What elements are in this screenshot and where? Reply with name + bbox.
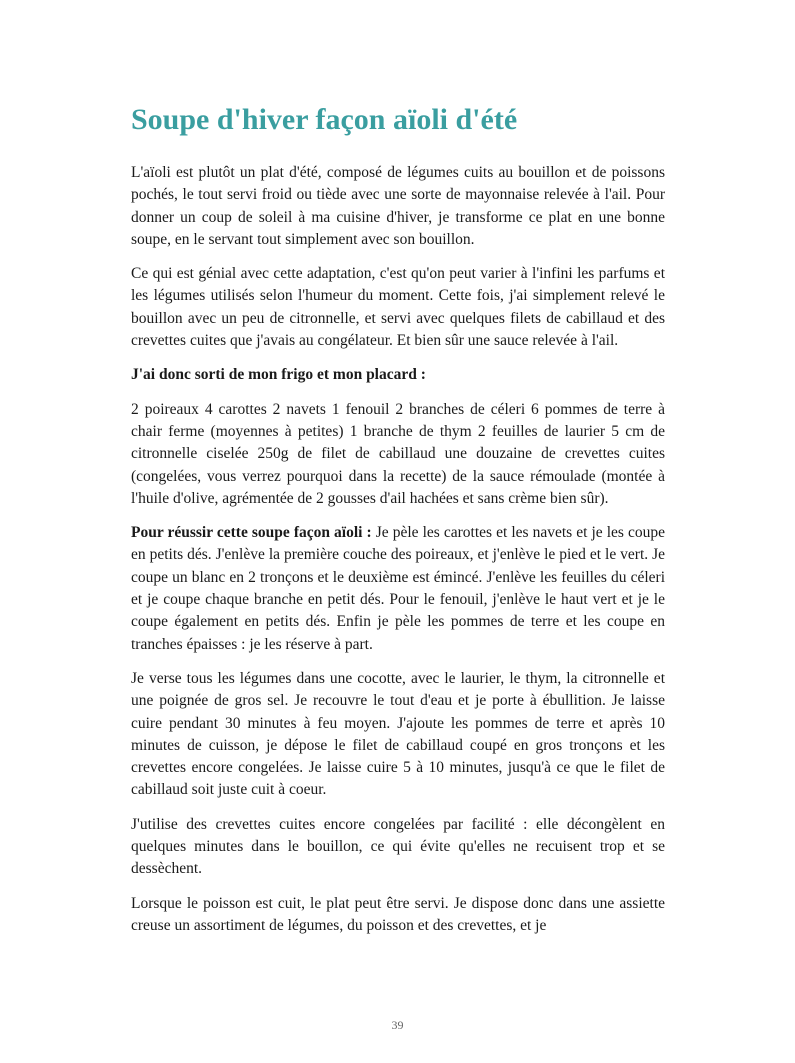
intro-paragraph: L'aïoli est plutôt un plat d'été, composé de légumes cuits au bouillon et de poissons pochés, le tout servi froid ou tiède avec une sorte de mayonnaise relevée à l'ail. Pour donner un coup de soleil à ma cuisine d'hiver, je transforme ce plat en une bonne soupe, en le servant tout simplement avec son bouillon. (131, 164, 665, 248)
shrimp-tip-paragraph: J'utilise des crevettes cuites encore congelées par facilité : elle décongèlent en quelques minutes dans le bouillon, ce qui évite qu'elles ne recuisent trop et se dessèchent. (131, 815, 665, 878)
adaptation-paragraph: Ce qui est génial avec cette adaptation, c'est qu'on peut varier à l'infini les parfums et les légumes utilisés selon l'humeur du moment. Cette fois, j'ai simplement relevé le bouillon avec un peu de citronnelle, et servi avec quelques filets de cabillaud et des crevettes cuites que j'avais au congélateur. Et bien sûr une sauce relevée à l'ail. (131, 265, 665, 350)
page-number: 39 (391, 1018, 404, 1032)
method-text: Je pèle les carottes et les navets et je les coupe en petits dés. J'enlève la première couche des poireaux, et j'enlève le pied et le vert. Je coupe un blanc en 2 tronçons et le deuxième est émincé. J'enlève les feuilles du céleri et je coupe chaque branche en petit dés. Pour le fenouil, j'enlève le haut vert et je le coupe également en petits dés. Enfin je pèle les pommes de terre et les coupe en tranches épaisses : je les réserve à part. (131, 524, 665, 653)
page-title: Soupe d'hiver façon aïoli d'été (131, 103, 518, 136)
serving-paragraph: Lorsque le poisson est cuit, le plat peut être servi. Je dispose donc dans une assiette creuse un assortiment de légumes, du poisson et des crevettes, et je (131, 894, 665, 934)
page-content (131, 100, 665, 949)
cooking-paragraph: Je verse tous les légumes dans une cocotte, avec le laurier, le thym, la citronnelle et une poignée de gros sel. Je recouvre le tout d'eau et je porte à ébullition. Je laisse cuire pendant 30 minutes à feu moyen. J'ajoute les pommes de terre et après 10 minutes de cuisson, je dépose le filet de cabillaud coupé en gros tronçons et les crevettes encore congelées. Je laisse cuire 5 à 10 minutes, jusqu'à ce que le filet de cabillaud soit juste cuit à coeur. (131, 669, 665, 799)
method-paragraph (131, 522, 665, 656)
ingredients-heading: J'ai donc sorti de mon frigo et mon placard : (131, 366, 426, 384)
method-lead: Pour réussir cette soupe façon aïoli : (131, 524, 372, 542)
ingredients-paragraph: 2 poireaux 4 carottes 2 navets 1 fenouil 2 branches de céleri 6 pommes de terre à chair ferme (moyennes à petites) 1 branche de thym 2 feuilles de laurier 5 cm de citronnelle ciselée 250g de filet de cabillaud une douzaine de crevettes cuites (congelées, vous verrez pourquoi dans la recette) de la sauce rémoulade (montée à l'huile d'olive, agrémentée de 2 gousses d'ail hachées et sans crème bien sûr). (131, 400, 665, 507)
